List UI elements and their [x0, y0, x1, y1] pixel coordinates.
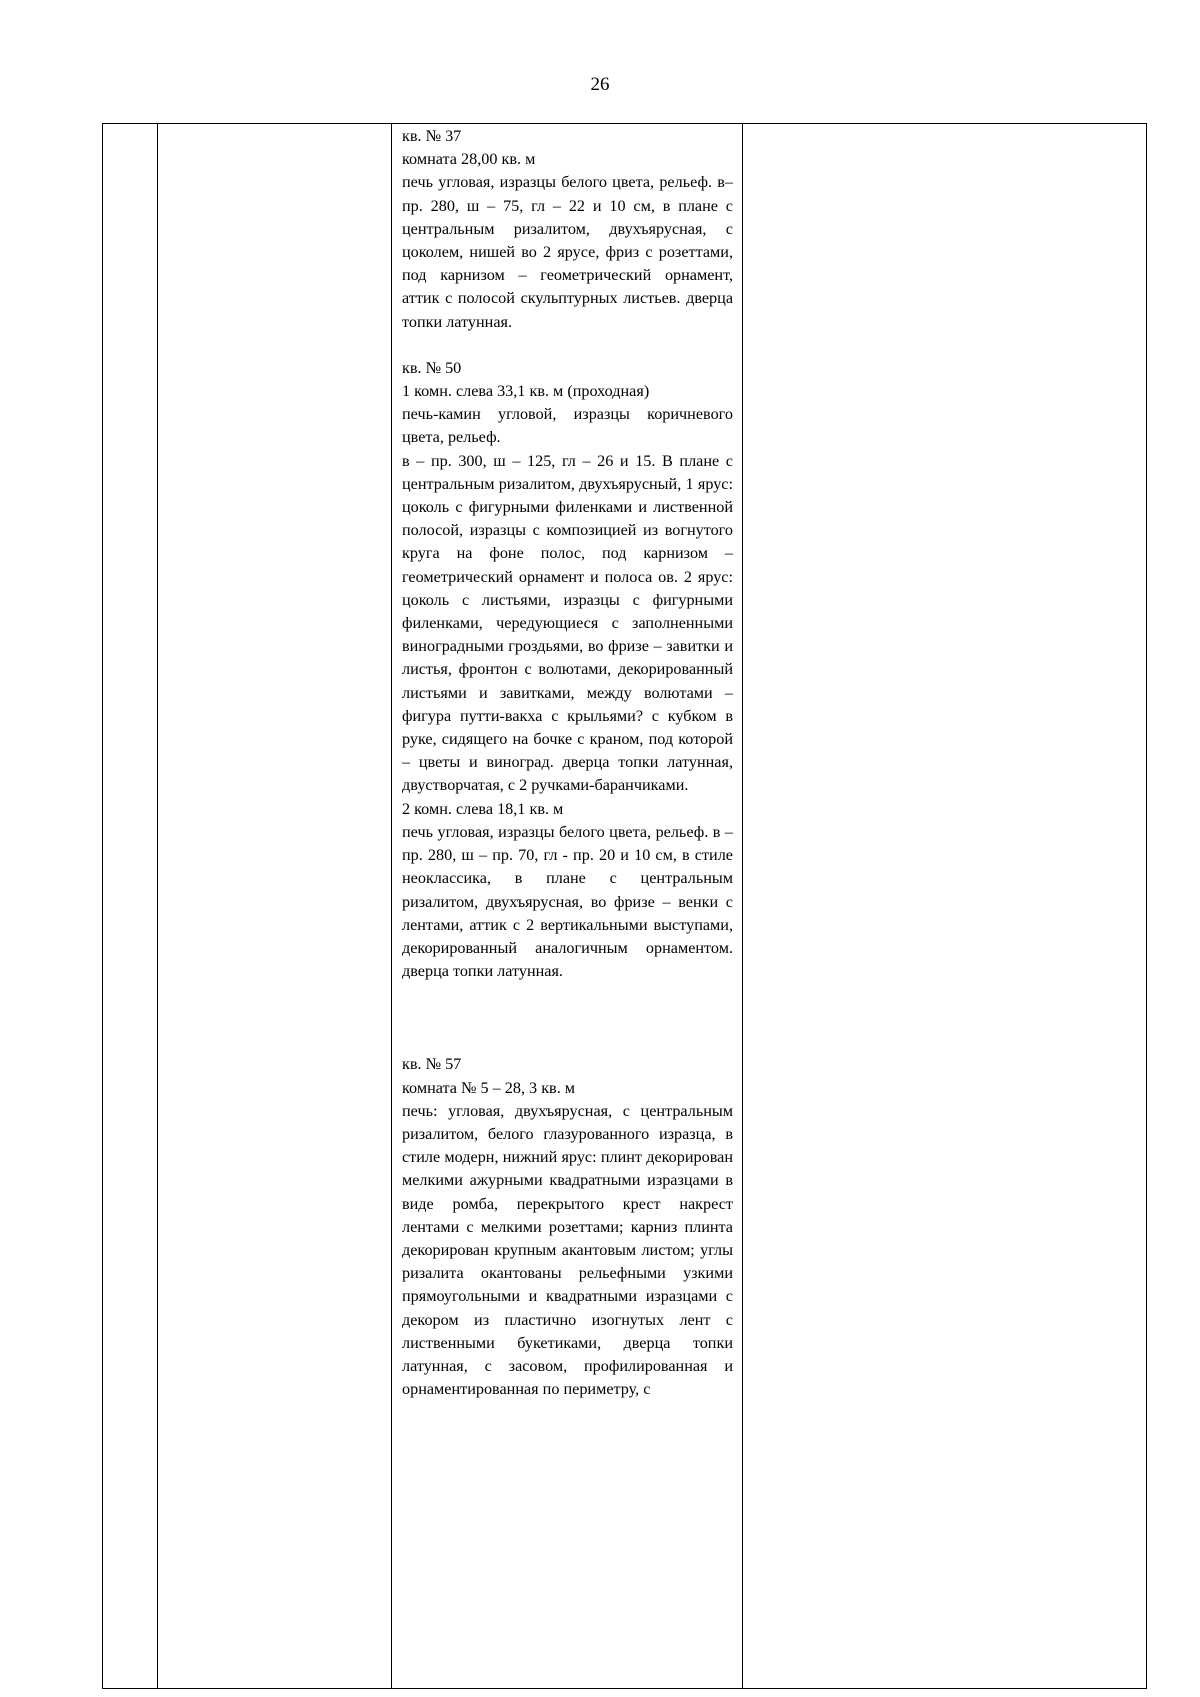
cell-object: [158, 124, 392, 1689]
entry-line: печь угловая, изразцы белого цвета, рельеф. в – пр. 280, ш – пр. 70, гл - пр. 20 и 10 см, в стиле неоклассика, в плане с центральным ризалитом, двухъярусная, во фризе – венки с лентами, аттик с 2 вертикальными выступами, декорированный аналогичным орнаментом. дверца топки латунная.: [402, 822, 733, 981]
entry-line: печь угловая, изразцы белого цвета, рельеф. в– пр. 280, ш – 75, гл – 22 и 10 см, в плане с центральным ризалитом, двухъярусная, с цоколем, нишей во 2 ярусе, фриз с розеттами, под карнизом – геометрический орнамент, аттик с полосой скульптурных листьев. дверца топки латунная.: [402, 173, 733, 331]
entry-apartment-37: [402, 125, 733, 334]
entry-apartment-57: [402, 1053, 733, 1401]
cell-number: [103, 124, 158, 1689]
table-row: [103, 124, 1147, 1689]
spacer: [402, 334, 733, 357]
register-table: [102, 123, 1147, 1689]
stove-descriptions: [392, 124, 742, 1401]
entry-line: в – пр. 300, ш – 125, гл – 26 и 15. В плане с центральным ризалитом, двухъярусный, 1 ярус: цоколь с фигурными филенками и лиственной полосой, изразцы с композицией из вогнутого круга на фоне полос, под карнизом – геометрический орнамент и полоса ов. 2 ярус: цоколь с листьями, изразцы с фигурными филенками, чередующиеся с заполненными виноградными гроздьями, во фризе – завитки и листья, фронтон с волютами, декорированный листьями и завитками, между волютами – фигура путти-вакха с крыльями? с кубком в руке, сидящего на бочке с краном, под которой – цветы и виноград. дверца топки латунная, двустворчатая, с 2 ручками-баранчиками.: [402, 451, 733, 795]
entry-line: 2 комн. слева 18,1 кв. м: [402, 799, 564, 818]
entry-line: комната № 5 – 28, 3 кв. м: [402, 1078, 576, 1097]
cell-description: [392, 124, 743, 1689]
entry-line: печь: угловая, двухъярусная, с центральным ризалитом, белого глазурованного изразца, в стиле модерн, нижний ярус: плинт декорирован мелкими ажурными квадратными изразцами в виде ромба, перекрытого крест накрест лентами с мелкими розеттами; карниз плинта декорирован крупным акантовым листом; углы ризалита окантованы рельефными узкими прямоугольными и квадратными изразцами с декором из пластично изогнутых лент с лиственными букетиками, дверца топки латунная, с засовом, профилированная и орнаментированная по периметру, с: [402, 1101, 733, 1399]
entry-apartment-50: [402, 357, 733, 983]
apartment-heading: кв. № 50: [402, 358, 462, 377]
entry-line: 1 комн. слева 33,1 кв. м (проходная): [402, 382, 650, 401]
apartment-heading: кв. № 57: [402, 1055, 462, 1074]
spacer: [402, 983, 733, 1053]
entry-line: печь-камин угловой, изразцы коричневого цвета, рельеф.: [402, 405, 733, 447]
page-number: 26: [590, 74, 610, 95]
apartment-heading: кв. № 37: [402, 127, 462, 145]
cell-notes: [743, 124, 1147, 1689]
entry-line: комната 28,00 кв. м: [402, 150, 536, 169]
